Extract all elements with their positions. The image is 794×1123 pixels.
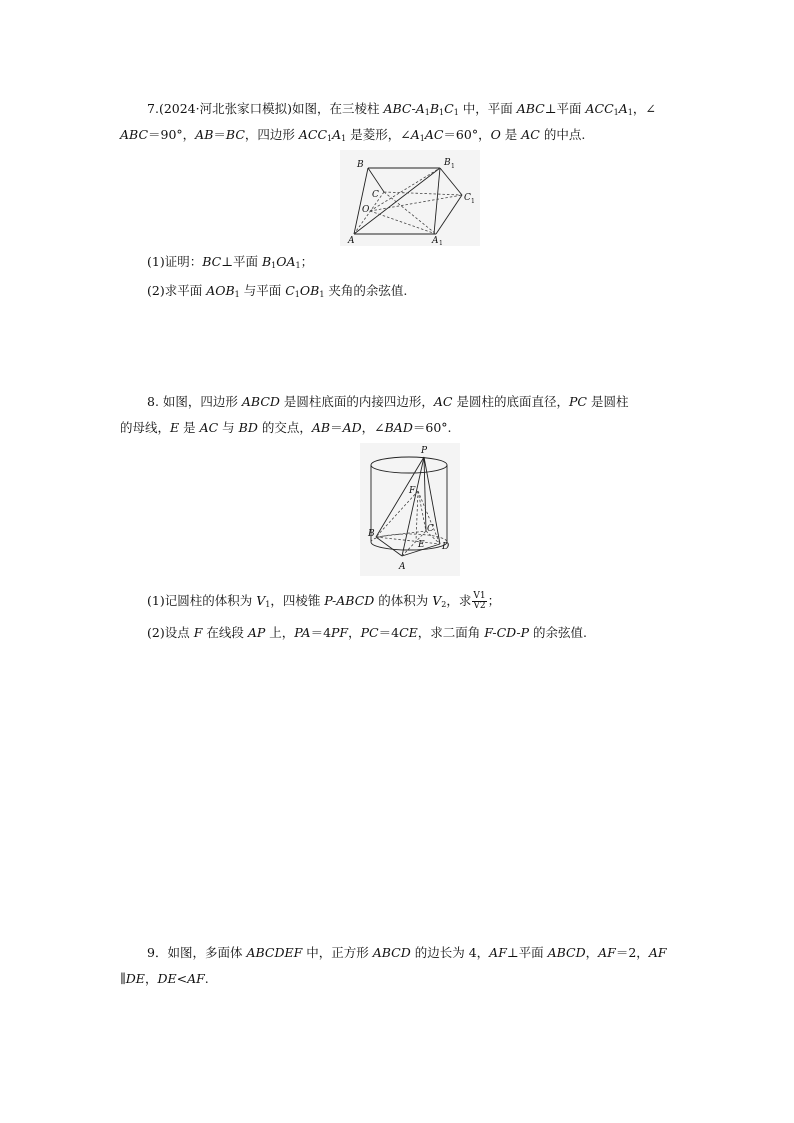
q8-part-1: (1)记圆柱的体积为 $V_1$，四棱锥 P-ABCD 的体积为 $V_2$，求 $\frac{V1}{V2}$ ；: [147, 591, 501, 611]
q7-part-2: (2)求平面 $AOB_1$ 与平面 $C_1OB_1$ 夹角的余弦值.: [147, 283, 408, 299]
label-C1: C: [464, 193, 471, 203]
label-C: C: [372, 190, 379, 200]
q7-source: (2024·河北张家口模拟): [158, 101, 292, 116]
label-F: F: [409, 486, 416, 496]
q7-line-2: ABC＝90°，AB＝BC，四边形 $ACC_1A_1$ 是菱形，$\angle A_1AC=60^\circ$，O 是 AC 的中点.: [120, 127, 586, 143]
svg-text:1: 1: [439, 240, 443, 246]
label-D: D: [442, 542, 450, 552]
label-A: A: [348, 236, 355, 246]
q7-part-1: (1)证明：BC⊥平面 $B_1OA_1$；: [147, 254, 314, 270]
cylinder-figure: [360, 443, 460, 576]
label-C: C: [427, 524, 434, 534]
label-P: P: [421, 446, 428, 456]
label-A1: A: [432, 236, 439, 246]
q7-line-1: 7.(2024·河北张家口模拟)如图，在三棱柱 ABC-$A_1B_1C_1$ 中，平面 ABC⊥平面 $ACC_1A_1$，∠: [147, 101, 656, 117]
volume-ratio-fraction: $\frac{V1}{V2}$: [473, 591, 486, 611]
label-B: B: [368, 529, 375, 539]
q8-part-2: (2)设点 F 在线段 AP 上，PA＝4PF，PC＝4CE，求二面角 F-CD-P 的余弦值.: [147, 625, 587, 640]
svg-text:1: 1: [451, 163, 455, 170]
q8-line-2: 的母线，E 是 AC 与 BD 的交点，AB＝AD，∠BAD＝60°.: [120, 420, 452, 435]
label-A: A: [399, 562, 406, 572]
prism-figure: [340, 150, 480, 246]
svg-text:1: 1: [471, 198, 475, 205]
label-B1: B: [444, 158, 451, 168]
label-O: O: [362, 205, 370, 215]
q9-line-1: 9．如图，多面体 ABCDEF 中，正方形 ABCD 的边长为 4，AF⊥平面 ABCD，AF＝2，AF: [147, 945, 667, 960]
q8-line-1: 8. 如图，四边形 ABCD 是圆柱底面的内接四边形，AC 是圆柱的底面直径，PC 是圆柱: [147, 394, 629, 409]
label-E: E: [418, 540, 425, 550]
label-B: B: [357, 160, 364, 170]
q9-line-2: ∥DE，DE<AF.: [120, 971, 209, 986]
